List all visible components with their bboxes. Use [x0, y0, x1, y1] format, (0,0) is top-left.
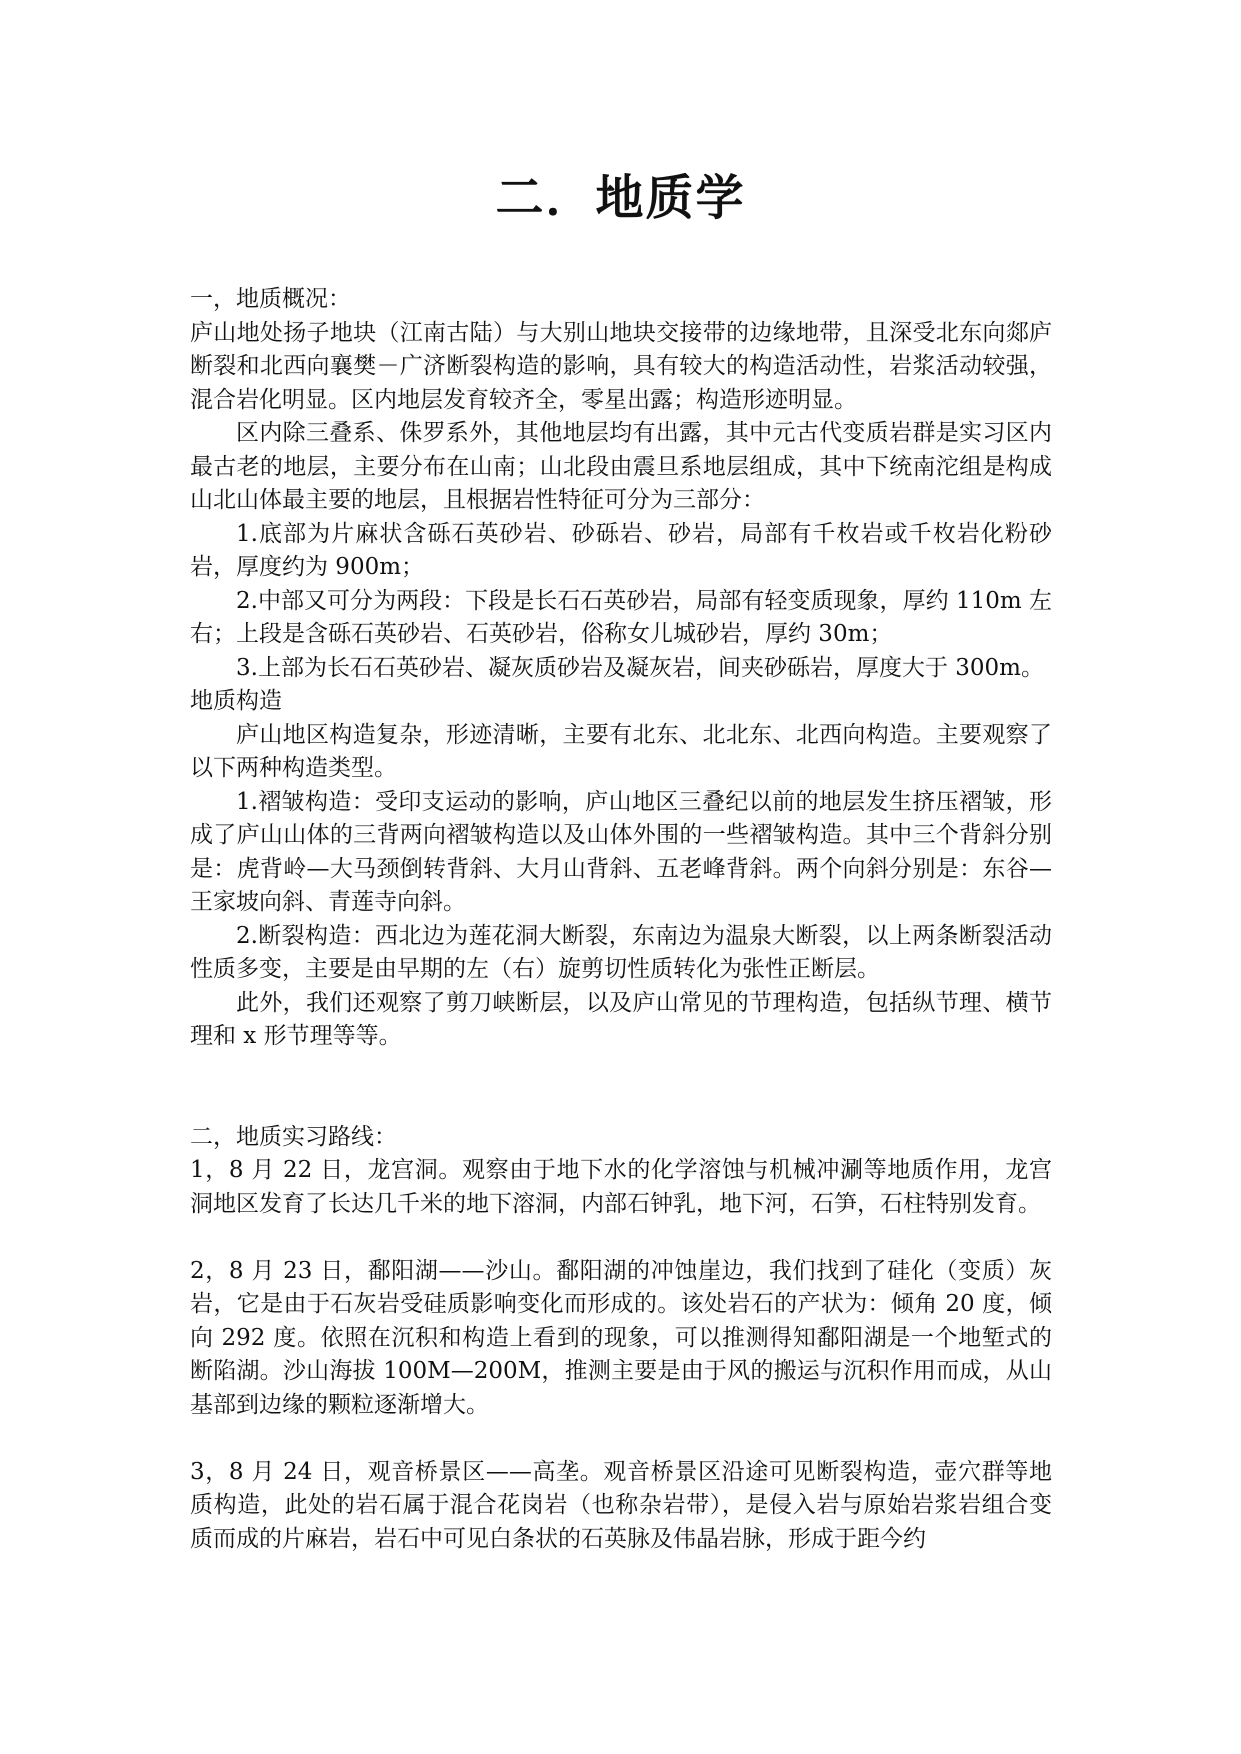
overview-heading: 一，地质概况：	[190, 286, 351, 312]
document-body	[190, 283, 1052, 1556]
structure-extra-paragraph: 此外，我们还观察了剪刀峡断层，以及庐山常见的节理构造，包括纵节理、横节理和 x 形节理等等。	[190, 989, 1052, 1049]
section-spacer	[190, 1054, 1052, 1121]
route-item-2: 2，8 月 23 日，鄱阳湖——沙山。鄱阳湖的冲蚀崖边，我们找到了硅化（变质）灰岩，它是由于石灰岩受硅质影响变化而形成的。该处岩石的产状为：倾角 20 度，倾向 292 度。依照在沉积和构造上看到的现象，可以推测得知鄱阳湖是一个地堑式的断陷湖。沙山海拔 100M—200M，推测主要是由于风的搬运与沉积作用而成，从山基部到边缘的颗粒逐渐增大。	[190, 1257, 1052, 1418]
route-item-3: 3，8 月 24 日，观音桥景区——高垄。观音桥景区沿途可见断裂构造，壶穴群等地质构造，此处的岩石属于混合花岗岩（也称杂岩带），是侵入岩与原始岩浆岩组合变质而成的片麻岩，岩石中可见白条状的石英脉及伟晶岩脉，形成于距今约	[190, 1458, 1052, 1552]
strata-item-2: 2.中部又可分为两段：下段是长石石英砂岩，局部有轻变质现象，厚约 110m 左右；上段是含砾石英砂岩、石英砂岩，俗称女儿城砂岩，厚约 30m；	[190, 587, 1052, 647]
strata-item-3: 3.上部为长石石英砂岩、凝灰质砂岩及凝灰岩，间夹砂砾岩，厚度大于 300m。	[236, 654, 1044, 681]
structure-paragraph: 庐山地区构造复杂，形迹清晰，主要有北东、北北东、北西向构造。主要观察了以下两种构造类型。	[190, 721, 1052, 781]
paragraph-spacer	[190, 1221, 1052, 1255]
fold-structure-item: 1.褶皱构造：受印支运动的影响，庐山地区三叠纪以前的地层发生挤压褶皱，形成了庐山山体的三背两向褶皱构造以及山体外围的一些褶皱构造。其中三个背斜分别是：虎背岭—大马颈倒转背斜、大月山背斜、五老峰背斜。两个向斜分别是：东谷—王家坡向斜、青莲寺向斜。	[190, 788, 1052, 915]
page-title: 二．地质学	[495, 170, 746, 226]
overview-paragraph-1: 庐山地处扬子地块（江南古陆）与大别山地块交接带的边缘地带，且深受北东向郯庐断裂和北西向襄樊－广济断裂构造的影响，具有较大的构造活动性，岩浆活动较强，混合岩化明显。区内地层发育较齐全，零星出露；构造形迹明显。	[190, 319, 1052, 413]
paragraph-spacer	[190, 1422, 1052, 1456]
structure-heading: 地质构造	[190, 688, 282, 714]
strata-item-1: 1.底部为片麻状含砾石英砂岩、砂砾岩、砂岩，局部有千枚岩或千枚岩化粉砂岩，厚度约为 900m；	[190, 520, 1052, 580]
overview-paragraph-2: 区内除三叠系、侏罗系外，其他地层均有出露，其中元古代变质岩群是实习区内最古老的地层，主要分布在山南；山北段由震旦系地层组成，其中下统南沱组是构成山北山体最主要的地层，且根据岩性特征可分为三部分：	[190, 420, 1052, 513]
route-item-1: 1，8 月 22 日，龙宫洞。观察由于地下水的化学溶蚀与机械冲涮等地质作用，龙宫洞地区发育了长达几千米的地下溶洞，内部石钟乳，地下河，石笋，石柱特别发育。	[190, 1157, 1052, 1217]
fault-structure-item: 2.断裂构造：西北边为莲花洞大断裂，东南边为温泉大断裂，以上两条断裂活动性质多变，主要是由早期的左（右）旋剪切性质转化为张性正断层。	[190, 922, 1052, 982]
route-heading: 二，地质实习路线：	[190, 1123, 397, 1150]
